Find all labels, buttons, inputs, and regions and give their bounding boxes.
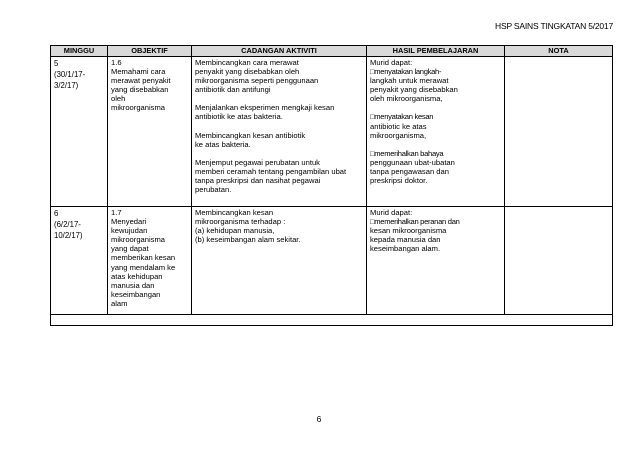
cell-hasil-pembelajaran: Murid dapat: □menyatakan langkah- langkah untuk merawat penyakit yang disebabkan oleh mikroorganisma, □menyatakan kesan antibiotic ke atas mikroorganisma, □memerihalkan bahaya penggunaan ubat-ubatan tanpa pengawasan dan preskripsi doktor.	[367, 57, 505, 207]
header-cadangan-aktiviti: CADANGAN AKTIVITI	[192, 46, 367, 57]
document-reference: HSP SAINS TINGKATAN 5/2017	[495, 21, 613, 31]
table-row	[51, 207, 613, 315]
table-row	[51, 57, 613, 207]
lesson-plan-table	[50, 45, 613, 326]
header-hasil-pembelajaran: HASIL PEMBELAJARAN	[367, 46, 505, 57]
cell-hasil-pembelajaran: Murid dapat: □memerihalkan peranan dan kesan mikroorganisma kepada manusia dan keseimbangan alam.	[367, 207, 505, 315]
cell-cadangan-aktiviti: Membincangkan kesan mikroorganisma terhadap : (a) kehidupan manusia, (b) keseimbangan alam sekitar.	[192, 207, 367, 315]
cell-objektif: 1.6 Memahami cara merawat penyakit yang disebabkan oleh mikroorganisma	[108, 57, 192, 207]
table-row-empty	[51, 315, 613, 326]
header-minggu: MINGGU	[51, 46, 108, 57]
page-number: 6	[316, 414, 322, 424]
cell-cadangan-aktiviti: Membincangkan cara merawat penyakit yang disebabkan oleh mikroorganisma seperti penggunaan antibiotik dan antifungi Menjalankan eksperimen mengkaji kesan antibiotik ke atas bakteria. Membincangkan kesan antibiotik ke atas bakteria. Menjemput pegawai perubatan untuk memberi ceramah tentang pengambilan ubat tanpa preskripsi dan nasihat pegawai perubatan.	[192, 57, 367, 207]
table-header-row	[51, 46, 613, 57]
cell-nota	[505, 207, 613, 315]
cell-minggu: 6 (6/2/17- 10/2/17)	[51, 207, 108, 315]
header-objektif: OBJEKTIF	[108, 46, 192, 57]
cell-objektif: 1.7 Menyedari kewujudan mikroorganisma yang dapat memberikan kesan yang mendalam ke atas kehidupan manusia dan keseimbangan alam	[108, 207, 192, 315]
header-nota: NOTA	[505, 46, 613, 57]
cell-nota	[505, 57, 613, 207]
cell-minggu: 5 (30/1/17- 3/2/17)	[51, 57, 108, 207]
